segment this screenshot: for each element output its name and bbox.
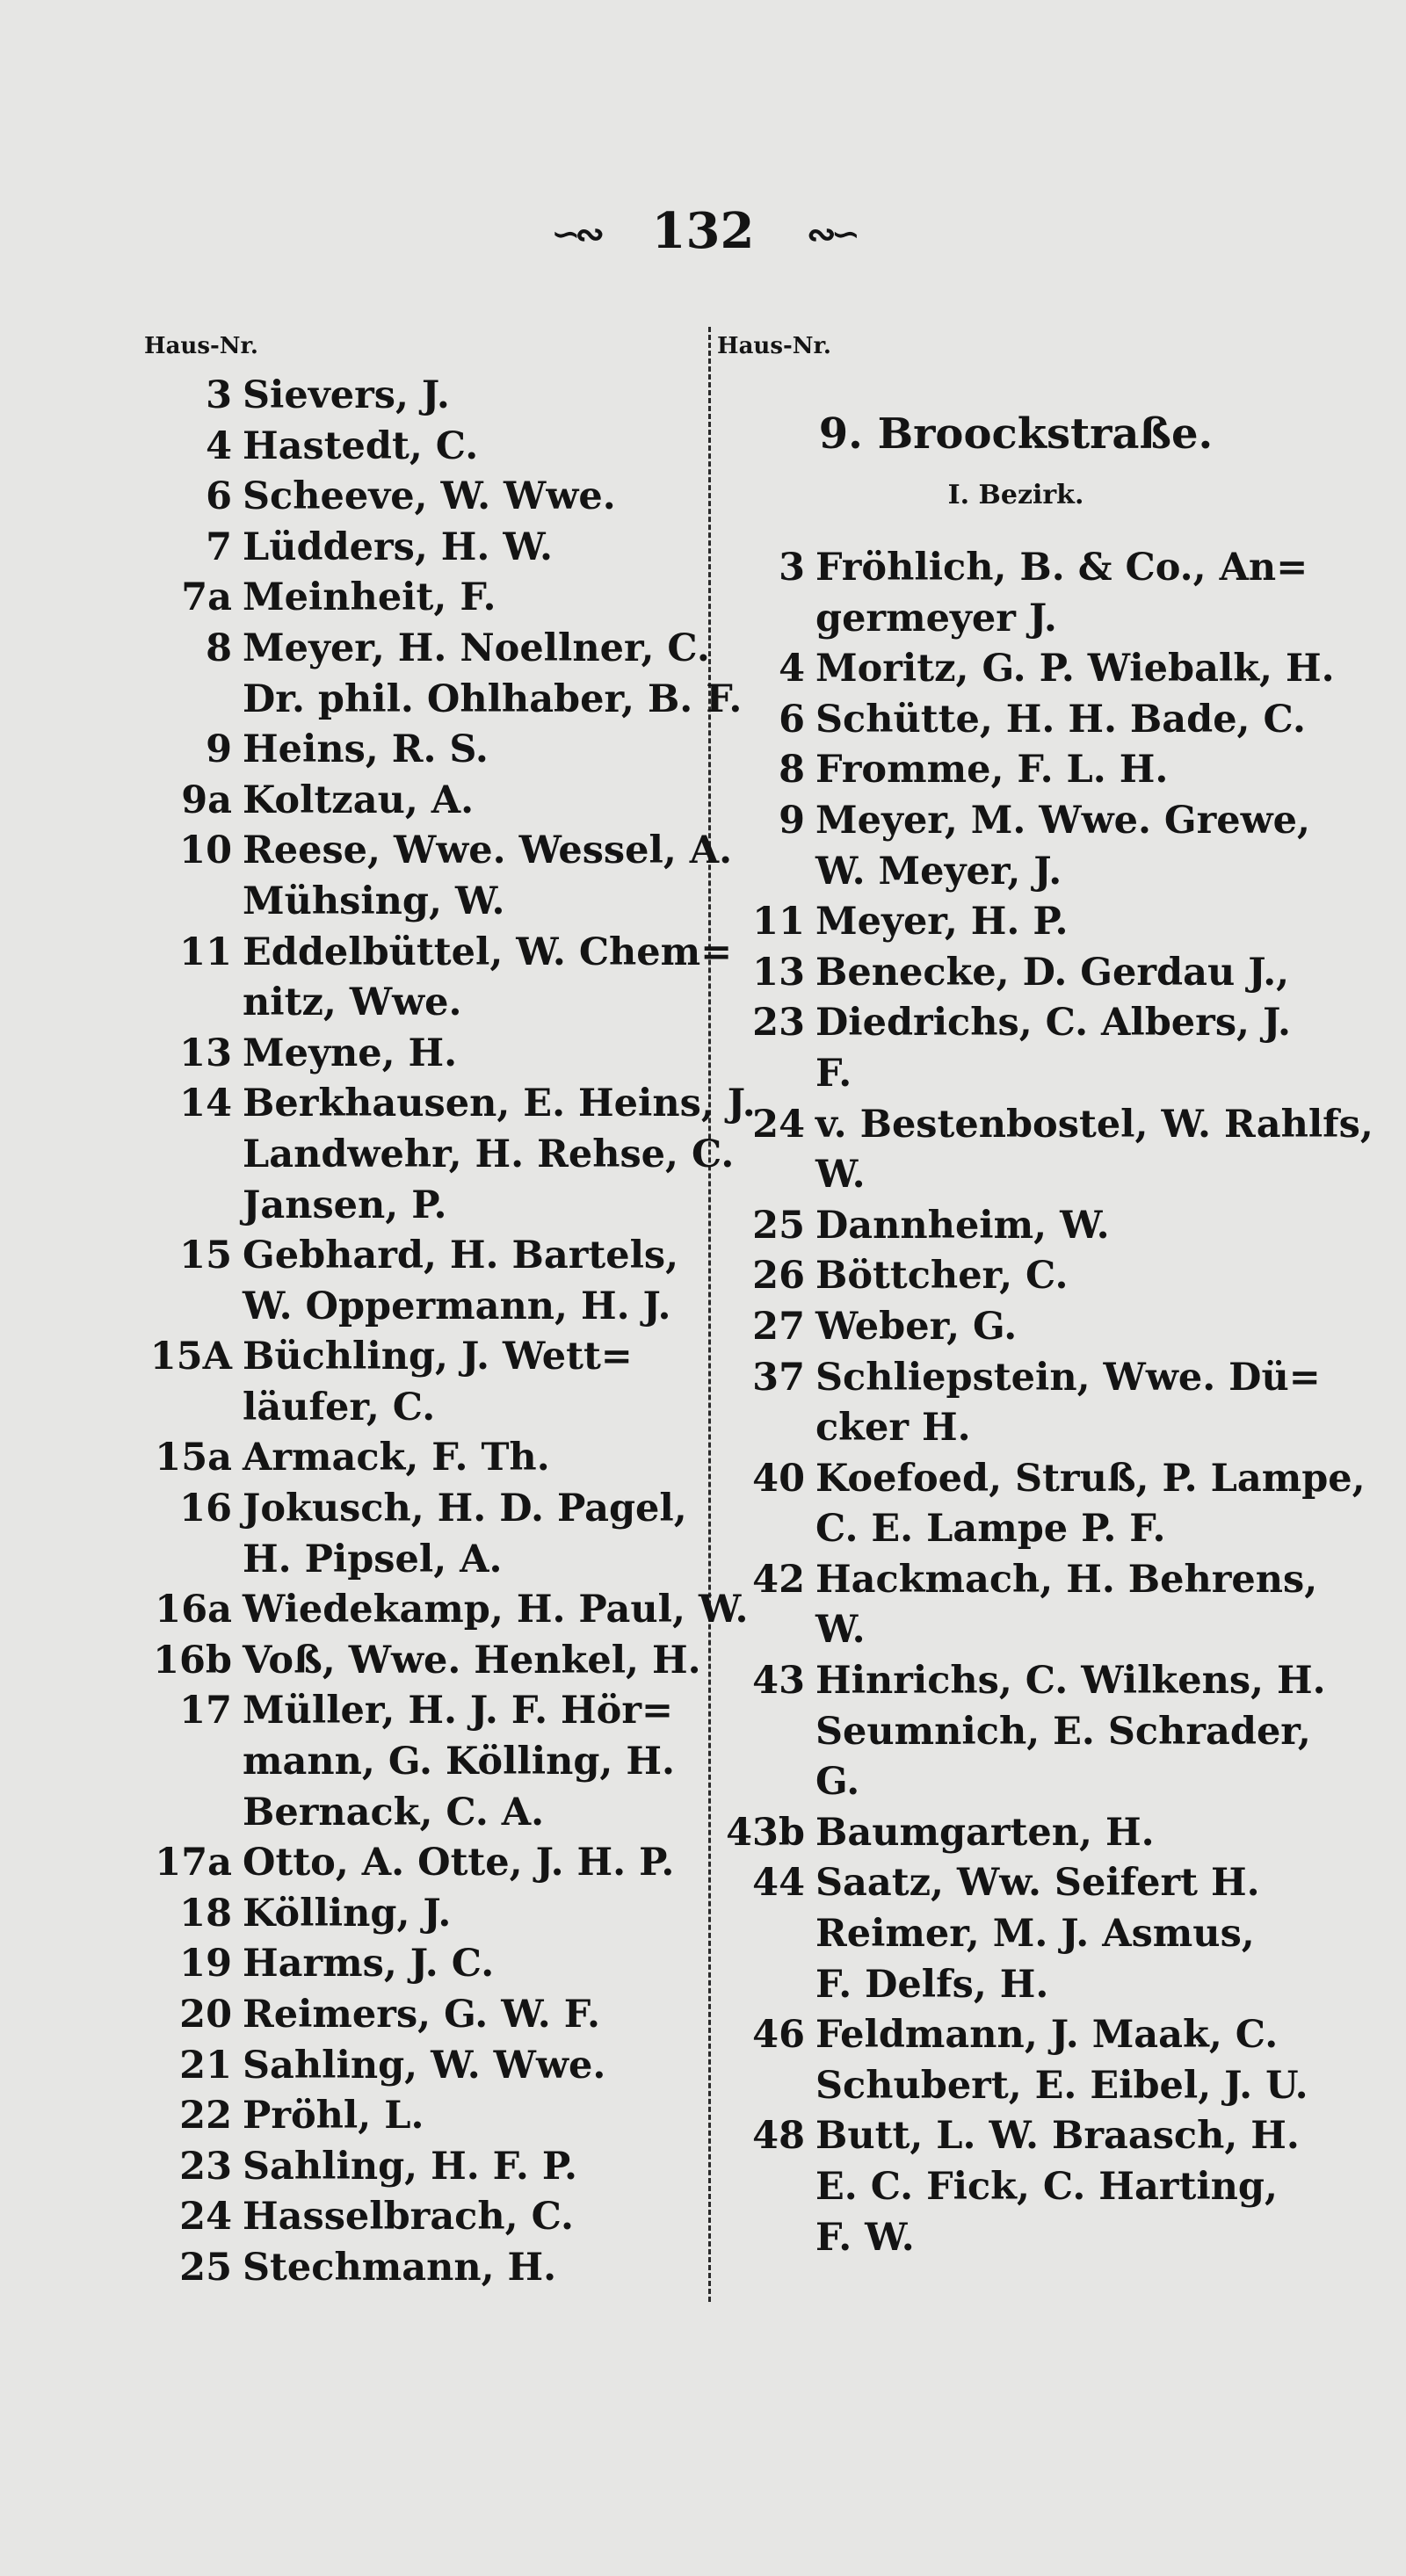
house-entry bbox=[717, 644, 1335, 695]
house-entry bbox=[141, 1838, 694, 1889]
resident-line: Fromme, F. L. H. bbox=[815, 748, 1169, 792]
resident-names bbox=[243, 1029, 694, 1080]
house-number: 3 bbox=[779, 546, 805, 590]
resident-line: H. Pipsel, A. bbox=[243, 1537, 503, 1581]
house-number: 15A bbox=[149, 1335, 232, 1379]
resident-line: Voß, Wwe. Henkel, H. bbox=[243, 1638, 701, 1682]
resident-names bbox=[815, 1808, 1315, 1859]
resident-line: F. W. bbox=[815, 2215, 915, 2260]
resident-line: germeyer J. bbox=[815, 596, 1057, 640]
house-entry bbox=[141, 2091, 694, 2142]
resident-line: Berkhausen, E. Heins, J. bbox=[243, 1082, 756, 1126]
house-number: 27 bbox=[752, 1304, 805, 1349]
house-entry bbox=[717, 1251, 1315, 1302]
house-number: 10 bbox=[179, 829, 232, 873]
page-number-text: 132 bbox=[651, 202, 755, 260]
resident-names bbox=[243, 472, 694, 523]
house-entry bbox=[717, 948, 1315, 999]
resident-names bbox=[815, 1454, 1366, 1555]
resident-names bbox=[243, 725, 694, 776]
house-entry bbox=[141, 573, 694, 624]
resident-line: W. bbox=[815, 1153, 866, 1198]
resident-names bbox=[815, 897, 1315, 948]
house-entry bbox=[141, 725, 694, 776]
house-number: 6 bbox=[206, 474, 232, 519]
resident-line: F. Delfs, H. bbox=[815, 1962, 1049, 2007]
right-column bbox=[717, 327, 1373, 2263]
house-entry bbox=[141, 1990, 694, 2041]
resident-names bbox=[815, 998, 1315, 1099]
resident-line: Sahling, W. Wwe. bbox=[243, 2043, 606, 2088]
resident-line: Schütte, H. H. Bade, C. bbox=[815, 697, 1306, 742]
house-number: 44 bbox=[752, 1861, 805, 1906]
resident-names bbox=[243, 1686, 694, 1838]
house-number: 15 bbox=[179, 1234, 232, 1278]
house-number: 37 bbox=[752, 1355, 805, 1400]
house-entry bbox=[717, 1858, 1315, 2010]
house-number: 9a bbox=[181, 778, 232, 822]
resident-names bbox=[243, 2142, 694, 2193]
house-entry bbox=[717, 2010, 1315, 2111]
resident-line: Baumgarten, H. bbox=[815, 1810, 1155, 1855]
house-number: 15a bbox=[155, 1436, 232, 1480]
house-entry bbox=[717, 1808, 1315, 1859]
resident-line: nitz, Wwe. bbox=[243, 980, 462, 1025]
resident-names bbox=[243, 928, 732, 1029]
resident-line: W. Meyer, J. bbox=[815, 849, 1062, 894]
house-entry bbox=[141, 1231, 694, 1332]
resident-line: läufer, C. bbox=[243, 1385, 436, 1429]
resident-names bbox=[243, 371, 694, 422]
resident-line: Armack, F. Th. bbox=[243, 1436, 550, 1480]
resident-line: mann, G. Kölling, H. bbox=[243, 1740, 675, 1784]
house-number: 25 bbox=[179, 2245, 232, 2290]
house-number: 11 bbox=[179, 930, 232, 974]
resident-line: Gebhard, H. Bartels, bbox=[243, 1234, 679, 1278]
resident-line: Scheeve, W. Wwe. bbox=[243, 474, 616, 519]
resident-line: W. bbox=[815, 1608, 866, 1653]
resident-names bbox=[243, 2091, 694, 2142]
resident-line: Büchling, J. Wett= bbox=[243, 1335, 633, 1379]
house-number: 13 bbox=[179, 1031, 232, 1075]
resident-line: Sahling, H. F. P. bbox=[243, 2144, 578, 2189]
resident-line: Pröhl, L. bbox=[243, 2094, 424, 2138]
resident-line: Meyer, M. Wwe. Grewe, bbox=[815, 798, 1310, 843]
resident-line: Meyer, H. P. bbox=[815, 900, 1069, 944]
resident-names bbox=[243, 1939, 694, 1990]
house-entry bbox=[717, 1656, 1326, 1808]
resident-line: Böttcher, C. bbox=[815, 1254, 1069, 1299]
house-entry bbox=[141, 928, 733, 1029]
house-number: 6 bbox=[779, 697, 805, 742]
page-number bbox=[0, 200, 1406, 265]
house-number: 7a bbox=[181, 575, 232, 620]
house-entry bbox=[141, 1332, 694, 1433]
resident-line: Koefoed, Struß, P. Lampe, bbox=[815, 1456, 1366, 1501]
resident-names bbox=[815, 2111, 1315, 2263]
resident-names bbox=[815, 1100, 1373, 1201]
resident-line: Otto, A. Otte, J. H. P. bbox=[243, 1841, 675, 1885]
house-entry bbox=[141, 523, 694, 574]
house-number: 16 bbox=[179, 1487, 232, 1531]
house-entry bbox=[717, 695, 1315, 746]
house-number: 42 bbox=[752, 1557, 805, 1602]
resident-names bbox=[815, 796, 1315, 897]
resident-names bbox=[815, 543, 1315, 644]
house-number: 3 bbox=[206, 373, 232, 417]
resident-line: Wiedekamp, H. Paul, W. bbox=[243, 1588, 749, 1632]
house-number: 43b bbox=[726, 1810, 805, 1855]
resident-line: Hinrichs, C. Wilkens, H. bbox=[815, 1659, 1326, 1704]
resident-names bbox=[243, 1231, 694, 1332]
resident-line: Schubert, E. Eibel, J. U. bbox=[815, 2063, 1308, 2108]
house-entry bbox=[141, 1889, 694, 1940]
resident-line: Jansen, P. bbox=[243, 1183, 447, 1227]
resident-line: Schliepstein, Wwe. Dü= bbox=[815, 1355, 1321, 1400]
resident-line: Heins, R. S. bbox=[243, 727, 489, 772]
house-entry bbox=[717, 745, 1315, 796]
resident-names bbox=[243, 826, 732, 927]
house-number: 18 bbox=[179, 1891, 232, 1936]
resident-line: G. bbox=[815, 1760, 860, 1805]
house-number: 11 bbox=[752, 900, 805, 944]
resident-names bbox=[243, 1433, 694, 1484]
ornament-left-icon: ∽∾ bbox=[551, 213, 600, 256]
house-entry bbox=[141, 472, 694, 523]
house-number: 9 bbox=[206, 727, 232, 772]
resident-line: Harms, J. C. bbox=[243, 1942, 495, 1986]
resident-names bbox=[815, 1353, 1321, 1454]
house-entry bbox=[717, 1100, 1373, 1201]
resident-line: Eddelbüttel, W. Chem= bbox=[243, 930, 733, 974]
resident-line: Dr. phil. Ohlhaber, B. F. bbox=[243, 677, 743, 721]
house-number: 23 bbox=[752, 1001, 805, 1046]
district-heading: I. Bezirk. bbox=[947, 480, 1084, 510]
house-number: 26 bbox=[752, 1254, 805, 1299]
house-number: 8 bbox=[206, 626, 232, 670]
house-entry bbox=[717, 2111, 1315, 2263]
house-number: 7 bbox=[206, 525, 232, 569]
resident-line: Müller, H. J. F. Hör= bbox=[243, 1689, 674, 1733]
house-entry bbox=[141, 1079, 756, 1231]
house-entry bbox=[141, 2192, 694, 2243]
resident-line: Mühsing, W. bbox=[243, 879, 505, 923]
house-entry bbox=[141, 2041, 694, 2092]
resident-line: E. C. Fick, C. Harting, bbox=[815, 2165, 1278, 2209]
resident-names bbox=[243, 2192, 694, 2243]
house-entry bbox=[717, 1201, 1315, 1252]
house-number: 24 bbox=[179, 2195, 232, 2240]
house-number: 14 bbox=[179, 1082, 232, 1126]
resident-line: v. Bestenbostel, W. Rahlfs, bbox=[815, 1102, 1373, 1147]
house-number: 23 bbox=[179, 2144, 232, 2189]
resident-names bbox=[815, 1302, 1315, 1353]
resident-line: Jokusch, H. D. Pagel, bbox=[243, 1487, 687, 1531]
street-title: 9. Broockstraße. bbox=[818, 409, 1214, 459]
resident-names bbox=[815, 644, 1335, 695]
resident-names bbox=[243, 1079, 756, 1231]
house-entry bbox=[141, 1636, 701, 1687]
resident-line: Butt, L. W. Braasch, H. bbox=[815, 2114, 1300, 2159]
resident-names bbox=[243, 1636, 701, 1687]
house-entry bbox=[141, 624, 743, 725]
resident-names bbox=[243, 1990, 694, 2041]
right-entry-list bbox=[717, 543, 1373, 2263]
house-entry bbox=[141, 776, 694, 827]
left-entry-list bbox=[141, 371, 756, 2294]
right-column-header: Haus-Nr. bbox=[717, 333, 831, 359]
resident-line: Fröhlich, B. & Co., An= bbox=[815, 546, 1308, 590]
house-entry bbox=[717, 1454, 1366, 1555]
house-number: 9 bbox=[779, 798, 805, 843]
resident-line: Hackmach, H. Behrens, bbox=[815, 1557, 1318, 1602]
resident-names bbox=[815, 1656, 1326, 1808]
house-entry bbox=[717, 796, 1315, 897]
house-entry bbox=[141, 2243, 694, 2294]
resident-line: Feldmann, J. Maak, C. bbox=[815, 2013, 1279, 2058]
resident-names bbox=[243, 1838, 694, 1889]
resident-line: Sievers, J. bbox=[243, 373, 450, 417]
resident-line: cker H. bbox=[815, 1406, 971, 1451]
house-number: 17 bbox=[179, 1689, 232, 1733]
resident-line: Lüdders, H. W. bbox=[243, 525, 553, 569]
resident-line: Stechmann, H. bbox=[243, 2245, 557, 2290]
resident-line: Hastedt, C. bbox=[243, 423, 479, 468]
house-entry bbox=[717, 1302, 1315, 1353]
house-number: 16a bbox=[155, 1588, 232, 1632]
house-number: 48 bbox=[752, 2114, 805, 2159]
ornament-right-icon: ∾∽ bbox=[806, 213, 855, 256]
resident-names bbox=[815, 1251, 1315, 1302]
house-number: 4 bbox=[206, 423, 232, 468]
house-entry bbox=[141, 1433, 694, 1484]
resident-line: Landwehr, H. Rehse, C. bbox=[243, 1132, 735, 1176]
house-entry bbox=[141, 1585, 749, 1636]
house-number: 21 bbox=[179, 2043, 232, 2088]
house-entry bbox=[717, 1555, 1318, 1656]
house-entry bbox=[141, 1686, 694, 1838]
left-column bbox=[141, 327, 756, 2294]
resident-names bbox=[815, 745, 1315, 796]
resident-names bbox=[243, 776, 694, 827]
resident-line: Bernack, C. A. bbox=[243, 1790, 545, 1834]
resident-line: Hasselbrach, C. bbox=[243, 2195, 575, 2240]
resident-line: Saatz, Ww. Seifert H. bbox=[815, 1861, 1260, 1906]
resident-names bbox=[243, 1332, 694, 1433]
resident-names bbox=[243, 2041, 694, 2092]
house-number: 22 bbox=[179, 2094, 232, 2138]
resident-line: C. E. Lampe P. F. bbox=[815, 1507, 1166, 1552]
house-entry bbox=[141, 826, 733, 927]
resident-names bbox=[815, 1858, 1315, 2010]
house-number: 40 bbox=[752, 1456, 805, 1501]
resident-names bbox=[243, 523, 694, 574]
resident-names bbox=[815, 1555, 1317, 1656]
house-entry bbox=[141, 1939, 694, 1990]
resident-line: Meyer, H. Noellner, C. bbox=[243, 626, 710, 670]
resident-line: Meyne, H. bbox=[243, 1031, 458, 1075]
resident-names bbox=[815, 695, 1315, 746]
house-entry bbox=[141, 2142, 694, 2193]
resident-line: Benecke, D. Gerdau J., bbox=[815, 950, 1290, 995]
resident-line: Reimer, M. J. Asmus, bbox=[815, 1912, 1255, 1957]
house-entry bbox=[141, 371, 694, 422]
resident-names bbox=[243, 422, 694, 473]
resident-line: Meinheit, F. bbox=[243, 575, 496, 620]
house-entry bbox=[717, 543, 1315, 644]
resident-line: Moritz, G. P. Wiebalk, H. bbox=[815, 647, 1335, 691]
left-column-header: Haus-Nr. bbox=[144, 333, 258, 359]
resident-names bbox=[243, 2243, 694, 2294]
house-entry bbox=[717, 998, 1315, 1099]
house-entry bbox=[141, 422, 694, 473]
resident-names bbox=[243, 1585, 749, 1636]
resident-names bbox=[243, 1484, 694, 1585]
house-number: 8 bbox=[779, 748, 805, 792]
house-number: 46 bbox=[752, 2013, 805, 2058]
resident-line: Reimers, G. W. F. bbox=[243, 1993, 600, 2037]
house-number: 19 bbox=[179, 1942, 232, 1986]
house-number: 43 bbox=[752, 1659, 805, 1704]
resident-names bbox=[815, 1201, 1315, 1252]
resident-line: F. bbox=[815, 1051, 852, 1096]
resident-line: Koltzau, A. bbox=[243, 778, 475, 822]
house-number: 20 bbox=[179, 1993, 232, 2037]
resident-line: Dannheim, W. bbox=[815, 1203, 1110, 1248]
resident-line: Seumnich, E. Schrader, bbox=[815, 1709, 1311, 1754]
resident-line: Kölling, J. bbox=[243, 1891, 452, 1936]
resident-names bbox=[243, 573, 694, 624]
resident-names bbox=[243, 1889, 694, 1940]
house-number: 25 bbox=[752, 1203, 805, 1248]
house-entry bbox=[717, 897, 1315, 948]
resident-line: W. Oppermann, H. J. bbox=[243, 1284, 671, 1328]
resident-names bbox=[815, 948, 1315, 999]
house-entry bbox=[141, 1484, 694, 1585]
house-entry bbox=[141, 1029, 694, 1080]
house-entry bbox=[717, 1353, 1321, 1454]
house-number: 17a bbox=[155, 1841, 232, 1885]
resident-names bbox=[815, 2010, 1315, 2111]
house-number: 4 bbox=[779, 647, 805, 691]
house-number: 24 bbox=[752, 1102, 805, 1147]
house-number: 13 bbox=[752, 950, 805, 995]
resident-line: Reese, Wwe. Wessel, A. bbox=[243, 829, 733, 873]
resident-names bbox=[243, 624, 742, 725]
resident-line: Weber, G. bbox=[815, 1304, 1018, 1349]
resident-line: Diedrichs, C. Albers, J. bbox=[815, 1001, 1291, 1046]
house-number: 16b bbox=[153, 1638, 232, 1682]
